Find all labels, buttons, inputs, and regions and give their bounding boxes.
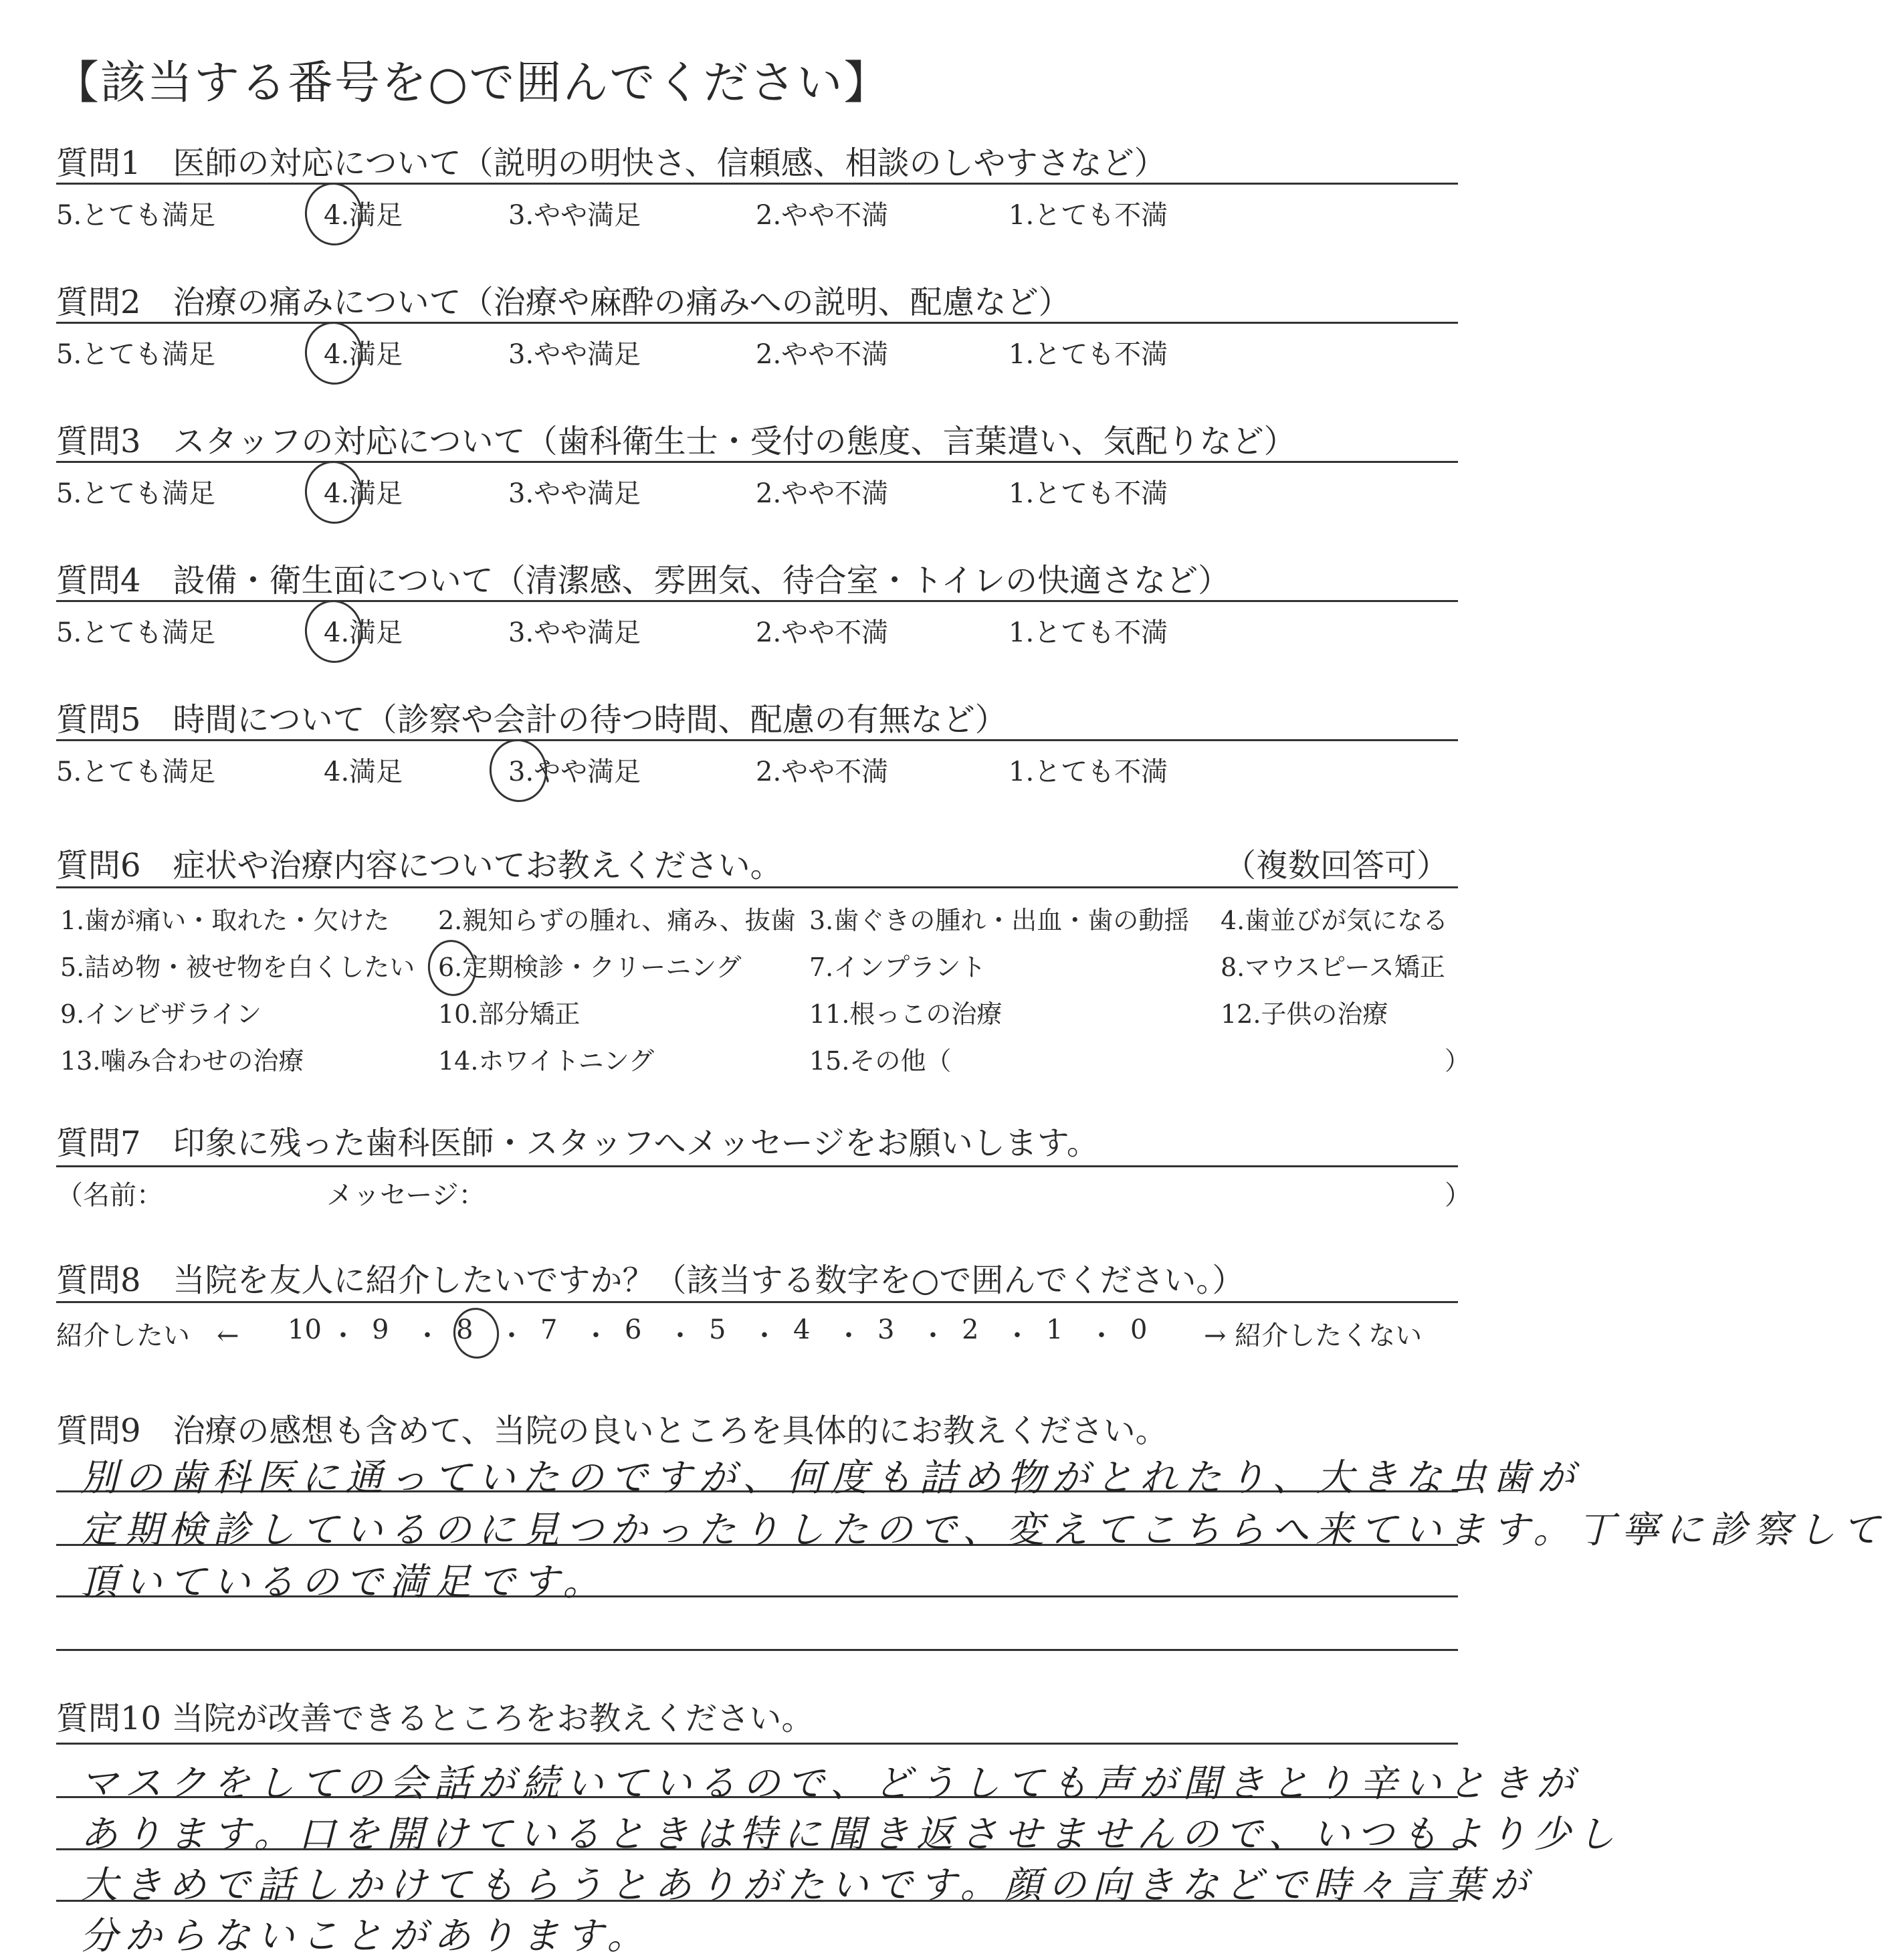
q8-scale-separator: ・ xyxy=(583,1320,609,1351)
q8-right-label: → 紹介したくない xyxy=(1204,1320,1423,1351)
q4-option-4[interactable]: 4.満足 xyxy=(324,617,403,648)
question-2-rule xyxy=(56,322,1458,324)
q3-option-3[interactable]: 3.やや満足 xyxy=(508,478,641,509)
q6-option-1[interactable]: 1.歯が痛い・取れた・欠けた xyxy=(60,906,390,935)
q6-option-15[interactable]: 15.その他（ xyxy=(809,1046,952,1076)
q6-option-14[interactable]: 14.ホワイトニング xyxy=(438,1046,655,1076)
q3-option-5[interactable]: 5.とても満足 xyxy=(56,478,216,509)
q7-rule xyxy=(56,1165,1458,1167)
q6-option-16[interactable]: ） xyxy=(1445,1046,1471,1076)
q9-title: 質問9 治療の感想も含めて、当院の良いところを具体的にお教えください。 xyxy=(56,1412,1168,1450)
q10-answer-line-3: 大きめで話しかけてもらうとありがたいです。顔の向きなどで時々言葉が xyxy=(80,1864,1534,1907)
q5-option-4[interactable]: 4.満足 xyxy=(324,757,403,787)
q8-scale-separator: ・ xyxy=(498,1320,525,1351)
q8-scale-1[interactable]: 1 xyxy=(1046,1314,1063,1345)
q8-scale-separator: ・ xyxy=(414,1320,441,1351)
q4-selection-circle xyxy=(301,596,366,666)
q8-scale-separator: ・ xyxy=(1004,1320,1031,1351)
q3-option-1[interactable]: 1.とても不満 xyxy=(1009,478,1168,509)
q1-option-2[interactable]: 2.やや不満 xyxy=(756,200,889,231)
q3-selection-circle xyxy=(301,457,366,527)
q8-scale-separator: ・ xyxy=(1088,1320,1115,1351)
question-1-rule xyxy=(56,183,1458,185)
q7-close-paren: ） xyxy=(1445,1180,1471,1211)
q6-option-10[interactable]: 10.部分矯正 xyxy=(438,999,581,1029)
q10-writing-line xyxy=(56,1743,1458,1745)
q5-selection-circle xyxy=(486,735,551,805)
q4-option-2[interactable]: 2.やや不満 xyxy=(756,617,889,648)
q8-scale-separator: ・ xyxy=(330,1320,356,1351)
q1-option-4[interactable]: 4.満足 xyxy=(324,200,403,231)
q7-message-label[interactable]: メッセージ： xyxy=(326,1180,486,1211)
q10-title: 質問10 当院が改善できるところをお教えください。 xyxy=(56,1700,814,1737)
q2-option-5[interactable]: 5.とても満足 xyxy=(56,339,216,370)
q8-selection-circle xyxy=(450,1305,502,1362)
q6-option-3[interactable]: 3.歯ぐきの腫れ・出血・歯の動揺 xyxy=(809,906,1190,935)
q3-option-2[interactable]: 2.やや不満 xyxy=(756,478,889,509)
q10-answer-line-1: マスクをしての会話が続いているので、どうしても声が聞きとり辛いときが xyxy=(80,1762,1580,1805)
question-2-title: 質問2 治療の痛みについて（治療や麻酔の痛みへの説明、配慮など） xyxy=(56,284,1071,321)
q6-option-5[interactable]: 5.詰め物・被せ物を白くしたい xyxy=(60,953,415,982)
form-header: 【該当する番号を○で囲んでください】 xyxy=(54,57,891,110)
q2-option-2[interactable]: 2.やや不満 xyxy=(756,339,889,370)
question-4-title: 質問4 設備・衛生面について（清潔感、雰囲気、待合室・トイレの快適さなど） xyxy=(56,562,1231,599)
q6-option-11[interactable]: 11.根っこの治療 xyxy=(809,999,1003,1029)
q5-option-3[interactable]: 3.やや満足 xyxy=(508,757,641,787)
q8-scale-8[interactable]: 8 xyxy=(456,1314,474,1345)
q1-option-5[interactable]: 5.とても満足 xyxy=(56,200,216,231)
q8-scale-2[interactable]: 2 xyxy=(962,1314,979,1345)
q6-option-7[interactable]: 7.インプラント xyxy=(809,953,986,982)
q4-option-5[interactable]: 5.とても満足 xyxy=(56,617,216,648)
q10-answer-line-2: あります。口を開けているときは特に聞き返させませんので、いつもより少し xyxy=(80,1813,1622,1856)
question-4-rule xyxy=(56,600,1458,602)
q10-answer-line-4: 分からないことがあります。 xyxy=(80,1915,651,1958)
q6-option-13[interactable]: 13.噛み合わせの治療 xyxy=(60,1046,304,1076)
q9-answer-line-1: 別の歯科医に通っていたのですが、何度も詰め物がとれたり、大きな虫歯が xyxy=(80,1456,1581,1500)
q7-title: 質問7 印象に残った歯科医師・スタッフへメッセージをお願いします。 xyxy=(56,1124,1099,1162)
q8-scale-6[interactable]: 6 xyxy=(625,1314,642,1345)
q8-scale-0[interactable]: 0 xyxy=(1130,1314,1148,1345)
q8-scale-4[interactable]: 4 xyxy=(793,1314,811,1345)
q9-writing-line xyxy=(56,1649,1458,1651)
question-5-rule xyxy=(56,739,1458,741)
q8-scale-9[interactable]: 9 xyxy=(372,1314,389,1345)
q8-title: 質問8 当院を友人に紹介したいですか？（該当する数字を○で囲んでください。） xyxy=(56,1262,1245,1299)
q9-answer-line-2: 定期検診しているのに見つかったりしたので、変えてこちらへ来ています。丁寧に診察して xyxy=(80,1508,1886,1552)
q6-note: （複数回答可） xyxy=(1224,847,1449,884)
q4-option-1[interactable]: 1.とても不満 xyxy=(1009,617,1168,648)
q8-scale-separator: ・ xyxy=(751,1320,778,1351)
q3-option-4[interactable]: 4.満足 xyxy=(324,478,403,509)
q8-scale-5[interactable]: 5 xyxy=(709,1314,726,1345)
question-1-title: 質問1 医師の対応について（説明の明快さ、信頼感、相談のしやすさなど） xyxy=(56,144,1166,182)
q5-option-5[interactable]: 5.とても満足 xyxy=(56,757,216,787)
q5-option-1[interactable]: 1.とても不満 xyxy=(1009,757,1168,787)
q8-scale-7[interactable]: 7 xyxy=(540,1314,558,1345)
q6-rule xyxy=(56,886,1458,888)
q2-option-3[interactable]: 3.やや満足 xyxy=(508,339,641,370)
q9-answer-line-3: 頂いているので満足です。 xyxy=(80,1561,607,1604)
q6-option-2[interactable]: 2.親知らずの腫れ、痛み、抜歯 xyxy=(438,906,796,935)
q8-scale-separator: ・ xyxy=(667,1320,694,1351)
q7-name-label: （名前： xyxy=(56,1180,163,1211)
q1-selection-circle xyxy=(301,179,366,249)
q6-option-6[interactable]: 6.定期検診・クリーニング xyxy=(438,953,742,982)
q1-option-1[interactable]: 1.とても不満 xyxy=(1009,200,1168,231)
q8-scale-separator: ・ xyxy=(920,1320,946,1351)
q8-rule xyxy=(56,1301,1458,1303)
question-3-title: 質問3 スタッフの対応について（歯科衛生士・受付の態度、言葉遣い、気配りなど） xyxy=(56,423,1296,460)
q6-option-9[interactable]: 9.インビザライン xyxy=(60,999,262,1029)
q2-option-4[interactable]: 4.満足 xyxy=(324,339,403,370)
q6-title: 質問6 症状や治療内容についてお教えください。 xyxy=(56,847,782,884)
q8-scale-3[interactable]: 3 xyxy=(877,1314,895,1345)
q2-selection-circle xyxy=(301,318,366,388)
q2-option-1[interactable]: 1.とても不満 xyxy=(1009,339,1168,370)
q6-option-8[interactable]: 8.マウスピース矯正 xyxy=(1221,953,1445,982)
q1-option-3[interactable]: 3.やや満足 xyxy=(508,200,641,231)
q6-option-12[interactable]: 12.子供の治療 xyxy=(1221,999,1388,1029)
q6-option-4[interactable]: 4.歯並びが気になる xyxy=(1221,906,1449,935)
q8-scale-separator: ・ xyxy=(835,1320,862,1351)
q5-option-2[interactable]: 2.やや不満 xyxy=(756,757,889,787)
question-5-title: 質問5 時間について（診察や会計の待つ時間、配慮の有無など） xyxy=(56,701,1007,739)
q4-option-3[interactable]: 3.やや満足 xyxy=(508,617,641,648)
q8-scale-10[interactable]: 10 xyxy=(288,1314,322,1345)
question-3-rule xyxy=(56,461,1458,463)
q8-left-label: 紹介したい ← xyxy=(56,1320,239,1351)
